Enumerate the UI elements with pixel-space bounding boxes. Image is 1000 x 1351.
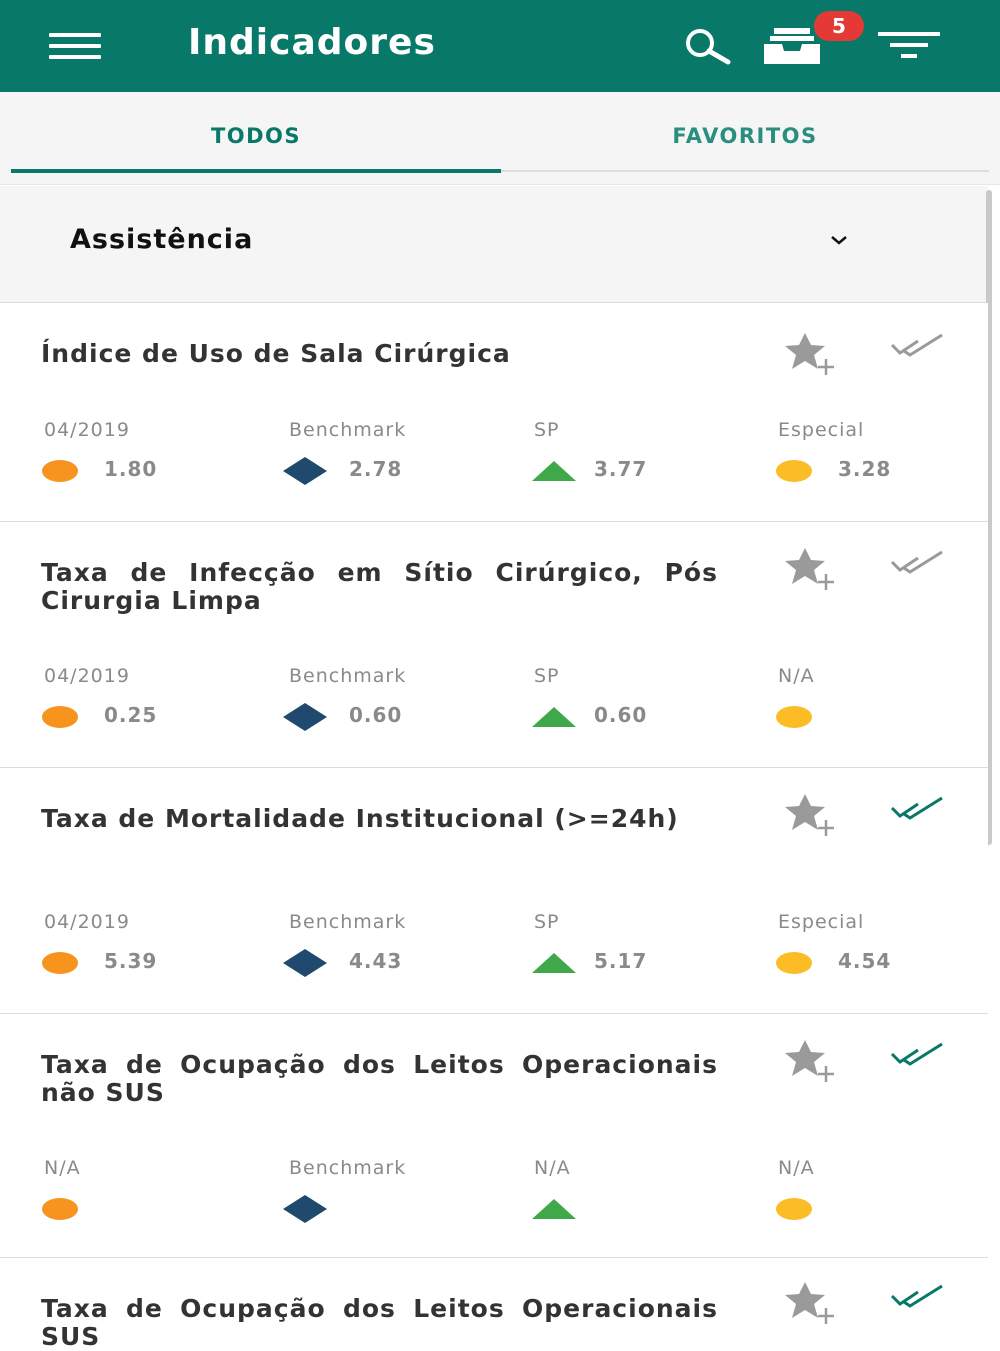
metric-sp: [531, 419, 751, 499]
indicator-title: Taxa de Infecção em Sítio Cirúrgico, Pós Cirurgia Limpa: [41, 558, 718, 615]
navy-diamond-icon: [281, 455, 329, 485]
yellow-circle-icon: [775, 455, 813, 485]
indicator-title: Taxa de Ocupação dos Leitos Operacionais SUS: [41, 1294, 718, 1351]
metric-category: [775, 1157, 995, 1237]
metric-label: Benchmark: [289, 1157, 407, 1179]
section-title: Assistência: [70, 224, 254, 255]
double-check-icon[interactable]: [888, 331, 946, 359]
green-triangle-icon: [531, 947, 577, 977]
navy-diamond-icon: [281, 947, 329, 977]
metric-label: Benchmark: [289, 911, 407, 933]
metric-benchmark: [286, 1157, 506, 1237]
tab-todos[interactable]: TODOS: [210, 124, 302, 148]
metric-label: N/A: [778, 665, 815, 687]
indicator-card[interactable]: [0, 768, 988, 1014]
green-triangle-icon: [531, 701, 577, 731]
metric-value: 3.77: [594, 457, 648, 481]
metric-label: SP: [534, 665, 560, 687]
metric-sp: [531, 1157, 751, 1237]
metric-label: Especial: [778, 419, 865, 441]
metric-label: N/A: [778, 1157, 815, 1179]
metric-value: 0.60: [594, 703, 648, 727]
metric-label: 04/2019: [44, 419, 130, 441]
metric-benchmark: [286, 665, 506, 745]
metric-value: 5.39: [104, 949, 158, 973]
metric-value: 4.54: [838, 949, 892, 973]
indicator-title: Taxa de Mortalidade Institucional (>=24h): [41, 804, 679, 833]
metric-value: 3.28: [838, 457, 892, 481]
inbox-icon[interactable]: [762, 24, 822, 66]
metric-label: Benchmark: [289, 419, 407, 441]
yellow-circle-icon: [775, 701, 813, 731]
section-dropdown[interactable]: [0, 186, 988, 303]
metric-sp: [531, 911, 751, 991]
orange-circle-icon: [41, 455, 79, 485]
metric-value: 5.17: [594, 949, 648, 973]
chevron-down-icon[interactable]: [829, 234, 849, 246]
yellow-circle-icon: [775, 947, 813, 977]
metric-category: [775, 665, 995, 745]
favorite-add-star-icon[interactable]: [780, 1280, 840, 1326]
indicator-card[interactable]: [0, 522, 988, 768]
navy-diamond-icon: [281, 701, 329, 731]
indicator-card[interactable]: [0, 1014, 988, 1258]
filter-icon[interactable]: [878, 30, 940, 60]
metric-label: Benchmark: [289, 665, 407, 687]
metric-value: 1.80: [104, 457, 158, 481]
orange-circle-icon: [41, 1193, 79, 1223]
metric-period: [41, 665, 261, 745]
tab-track: [501, 170, 989, 172]
metric-period: [41, 911, 261, 991]
double-check-icon[interactable]: [888, 1282, 946, 1310]
notification-badge: 5: [814, 11, 864, 41]
metric-label: Especial: [778, 911, 865, 933]
metric-label: SP: [534, 911, 560, 933]
metric-value: 2.78: [349, 457, 403, 481]
orange-circle-icon: [41, 947, 79, 977]
metric-label: 04/2019: [44, 911, 130, 933]
green-triangle-icon: [531, 455, 577, 485]
favorite-add-star-icon[interactable]: [780, 792, 840, 838]
double-check-icon[interactable]: [888, 1040, 946, 1068]
metric-category: [775, 419, 995, 499]
double-check-icon[interactable]: [888, 548, 946, 576]
tab-favoritos[interactable]: FAVORITOS: [672, 124, 818, 148]
page-title: Indicadores: [188, 22, 436, 63]
metric-label: N/A: [44, 1157, 81, 1179]
favorite-add-star-icon[interactable]: [780, 546, 840, 592]
metric-value: 0.25: [104, 703, 158, 727]
favorite-add-star-icon[interactable]: [780, 1038, 840, 1084]
favorite-add-star-icon[interactable]: [780, 331, 840, 377]
indicator-card[interactable]: [0, 303, 988, 522]
metric-sp: [531, 665, 751, 745]
active-tab-indicator: [11, 169, 501, 173]
orange-circle-icon: [41, 701, 79, 731]
search-icon[interactable]: [680, 26, 734, 66]
metric-period: [41, 1157, 261, 1237]
navy-diamond-icon: [281, 1193, 329, 1223]
metric-label: 04/2019: [44, 665, 130, 687]
indicator-title: Taxa de Ocupação dos Leitos Operacionais não SUS: [41, 1050, 718, 1107]
yellow-circle-icon: [775, 1193, 813, 1223]
app-bar: [0, 0, 1000, 92]
metric-label: SP: [534, 419, 560, 441]
metric-category: [775, 911, 995, 991]
indicator-card[interactable]: [0, 1258, 988, 1351]
hamburger-menu-icon[interactable]: [49, 33, 101, 59]
metric-benchmark: [286, 419, 506, 499]
metric-value: 4.43: [349, 949, 403, 973]
indicator-title: Índice de Uso de Sala Cirúrgica: [41, 339, 511, 368]
green-triangle-icon: [531, 1193, 577, 1223]
metric-benchmark: [286, 911, 506, 991]
metric-label: N/A: [534, 1157, 571, 1179]
metric-value: 0.60: [349, 703, 403, 727]
double-check-icon[interactable]: [888, 794, 946, 822]
metric-period: [41, 419, 261, 499]
